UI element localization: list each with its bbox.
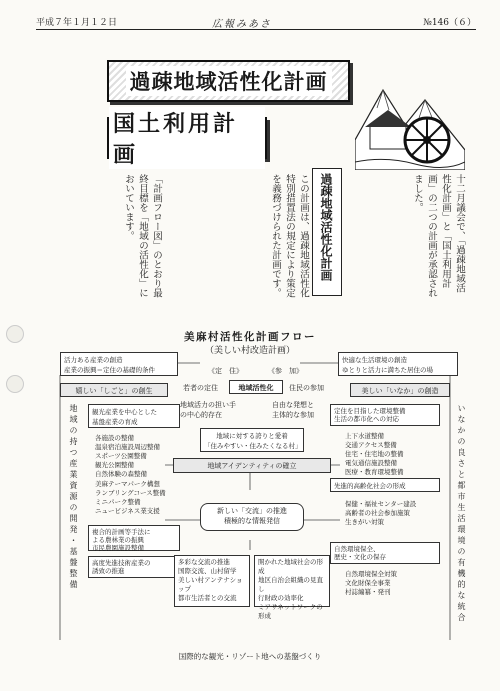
flow-bottom-goal: 国際的な観光・リゾート地への基盤づくり <box>178 652 322 661</box>
flow-center-core: 地域活性化 <box>229 380 283 394</box>
flow-right-vertical-label: いなかの良さと都市生活環境の有機的な統合 <box>457 404 466 624</box>
flow-left-item-4: 複合的計画等手法に よる農林業の振興 市民農園施設整備 <box>88 525 180 551</box>
article-column-c: 「計画フロー図」のとおり最終目標を「地域の活性化」においています。 <box>123 174 162 298</box>
flow-center-note-right: 自由な発想と 主体的な参加 <box>272 401 314 419</box>
flow-center-label-join: 《参 加》 <box>268 367 303 375</box>
flow-left-item-2: 各施設の整備 温泉宿泊施設周辺整備 スポーツ公園整備 観光公園整備 自然体験の森整備 <box>95 434 160 478</box>
flow-head-left: 嬉しい「しごと」の創生 <box>60 383 168 397</box>
flow-chart-title: 美麻村活性化計画フロー <box>184 331 316 343</box>
article-side-heading: 過疎地域活性化計画 <box>312 168 342 296</box>
flow-bottom-right: 開かれた地域社会の形成 地区自治会組織の見直し 行財政の効率化 ミアサネットワークの形成 <box>254 555 330 607</box>
issue-date: 平成７年１月１２日 <box>36 18 118 28</box>
article-column-a: 十二月議会で、「過疎地域活性化計画」と「国土利用計画」の二つの計画が承認されました。 <box>412 174 465 298</box>
binder-hole <box>6 375 24 393</box>
flow-right-item-4: 保健・福祉センター建設 高齢者の社会参加施策 生きがい対策 <box>345 500 417 526</box>
flow-bottom-left: 多彩な交流の推進 国際交流、山村留学 美しい村アンテナショップ 都市生活者との交流 <box>174 555 250 607</box>
headline-1: 過疎地域活性化計画 <box>126 66 332 96</box>
flow-center-youth: 若者の定住 <box>183 384 218 392</box>
flow-center-pride: 地域に対する誇りと愛着 「住みやすい・住みたくなる村」 <box>200 428 304 452</box>
flow-center-note-left: 地域活力の担い手 の中心的存在 <box>180 401 236 419</box>
flow-left-vertical-label: 地域の持つ産業資源の開発・基盤整備 <box>69 404 78 591</box>
article-column-b: この計画は、過疎地域活性化特別措置法の規定により策定を義務づけられた計画です。 <box>270 174 309 298</box>
flow-right-item-1: 定住を目指した環境整備 生活の都市化への対応 <box>330 404 440 426</box>
flow-head-right: 美しい「いなか」の創造 <box>350 383 450 397</box>
flow-chart-subtitle: （美しい村改造計画） <box>204 346 295 356</box>
flow-center-residents: 住民の参加 <box>289 384 324 392</box>
flow-right-item-3: 先進的高齢化社会の形成 <box>330 478 440 492</box>
binder-hole <box>6 325 24 343</box>
flow-center-exchange: 新しい「交流」の推進 積極的な情報発信 <box>200 503 304 531</box>
headline-banner-2 <box>107 112 267 168</box>
page-header <box>36 12 476 30</box>
headline-banner-1 <box>107 60 350 102</box>
flow-center-identity: 地域アイデンティティの確立 <box>173 458 331 473</box>
flow-left-item-3: 美麻テーマパーク構想 ランブリングコース整備 ミニパーク整備 ニュービジネス業支援 <box>95 480 166 515</box>
flow-center-label-settle: 《定 住》 <box>208 367 243 375</box>
flow-left-item-5: 高度先進技術産業の 誘致の推進 <box>88 556 180 578</box>
flow-right-item-6: 自然環境保全対策 文化財保全事業 村誌編纂・発刊 <box>345 570 397 596</box>
issue-number: №146（６） <box>423 18 476 28</box>
mountain-waterwheel-illustration <box>355 70 465 170</box>
headline-2: 国土利用計画 <box>109 107 265 169</box>
paper-title: 広報みあさ <box>212 19 272 30</box>
flow-goal-right: 快適な生活環境の創造 ゆとりと活力に満ちた居住の場 <box>338 352 458 376</box>
flow-right-item-2: 上下水道整備 交通アクセス整備 住宅・住宅地の整備 電気通信施設整備 医療・教育環境整備 <box>345 432 404 476</box>
flow-left-item-1: 観光産業を中心とした 基盤産業の育成 <box>88 404 180 428</box>
flow-right-item-5: 自然環境保全、 歴史・文化の保存 <box>330 542 440 564</box>
flow-goal-left: 活力ある産業の創造 産業の振興＝定住の基礎的条件 <box>60 352 178 376</box>
